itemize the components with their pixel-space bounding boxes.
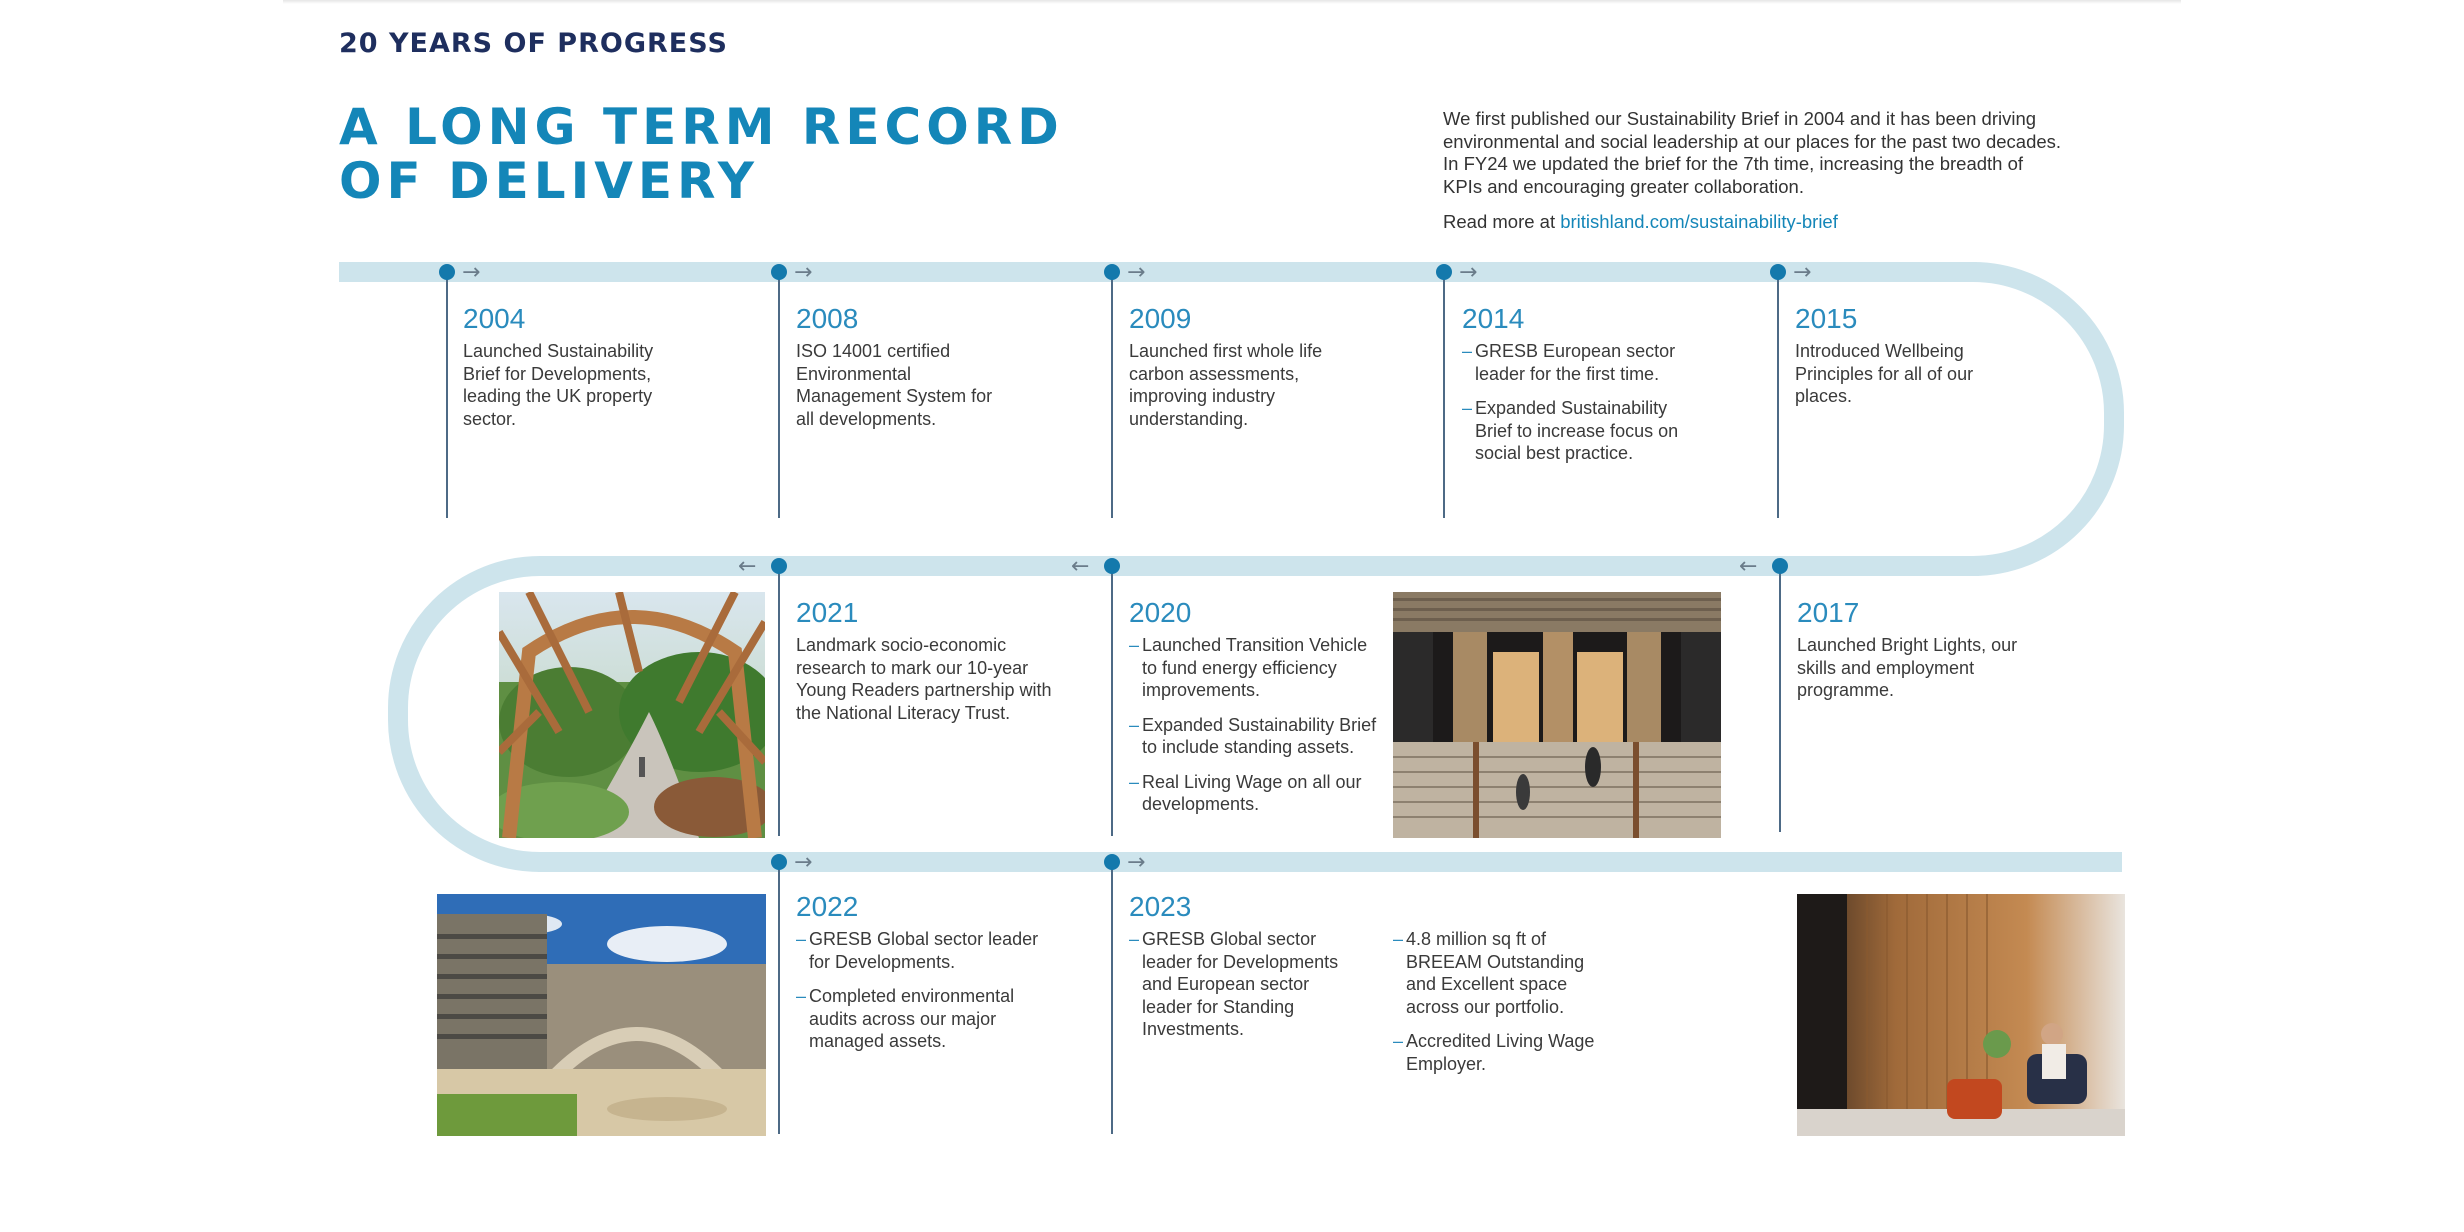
arrow-right-icon: → (1793, 260, 1812, 285)
milestone-2022 (796, 890, 1056, 1065)
milestone-year: 2008 (796, 303, 859, 334)
timeline-track-row1 (339, 260, 1977, 285)
timeline-dot-2023 (1104, 854, 1120, 870)
timeline-stem-2017 (1779, 566, 1781, 832)
timeline-stem-2023 (1111, 862, 1113, 1134)
milestone-year: 2009 (1129, 303, 1192, 334)
top-edge-shadow (283, 0, 2181, 4)
arrow-right-icon: → (1127, 850, 1146, 875)
arrow-right-icon: → (794, 850, 813, 875)
milestone-year: 2004 (463, 303, 526, 334)
arrow-left-icon: ← (1071, 554, 1090, 579)
milestone-2023 (1129, 890, 1364, 1053)
milestone-bullet: – Real Living Wage on all our developments. (1129, 771, 1379, 816)
milestone-year: 2021 (796, 597, 859, 628)
milestone-text: ISO 14001 certified Environmental Management System for all developments. (796, 341, 993, 429)
sustainability-brief-link[interactable]: britishland.com/sustainability-brief (1560, 211, 1838, 232)
read-more-prefix: Read more at (1443, 211, 1561, 232)
timeline-stem-2004 (446, 272, 448, 518)
milestone-bullet: – GRESB Global sector leader for Developments. (796, 928, 1056, 973)
read-more (1443, 211, 1838, 233)
milestone-text: Landmark socio-economic research to mark our 10-year Young Readers partnership with the National Literacy Trust. (796, 635, 1052, 723)
milestone-year: 2017 (1797, 597, 1860, 628)
milestone-text: Launched Sustainability Brief for Developments, leading the UK property sector. (463, 341, 654, 429)
milestone-2017 (1797, 596, 2037, 702)
milestone-2021 (796, 596, 1056, 724)
arrow-left-icon: ← (1739, 554, 1758, 579)
timeline-stem-2021 (778, 566, 780, 836)
arrow-right-icon: → (794, 260, 813, 285)
timeline-stem-2009 (1111, 272, 1113, 518)
timeline-stem-2015 (1777, 272, 1779, 518)
arrow-right-icon: → (1127, 260, 1146, 285)
arrow-right-icon: → (462, 260, 481, 285)
milestone-bullet: – Completed environmental audits across our major managed assets. (796, 985, 1056, 1053)
milestone-bullet: – GRESB European sector leader for the first time. (1462, 340, 1707, 385)
page-title (339, 100, 1064, 208)
milestone-bullets (1129, 634, 1379, 816)
milestone-bullet: – Accredited Living Wage Employer. (1393, 1030, 1618, 1075)
milestone-2009 (1129, 302, 1359, 430)
intro-paragraph: We first published our Sustainability Brief in 2004 and it has been driving environmental and social leadership at our places for the past two decades. In FY24 we updated the brief for the 7th time, increasing the breadth of KPIs and encouraging greater collaboration. (1443, 108, 2062, 197)
arrow-right-icon: → (1459, 260, 1478, 285)
page-title-line-1: A LONG TERM RECORD (339, 98, 1064, 156)
milestone-2015 (1795, 302, 1995, 408)
milestone-text: Introduced Wellbeing Principles for all of our places. (1795, 341, 1974, 406)
timeline-dot-2021 (771, 558, 787, 574)
milestone-2004 (463, 302, 693, 430)
milestone-bullets (1393, 928, 1618, 1075)
timeline-dot-2004 (439, 264, 455, 280)
milestone-year: 2015 (1795, 303, 1858, 334)
garden-arch-photo (499, 592, 765, 838)
campus-building-photo (437, 894, 766, 1136)
timeline-dot-2017 (1772, 558, 1788, 574)
milestone-year: 2022 (796, 891, 859, 922)
milestone-bullet: – 4.8 million sq ft of BREEAM Outstanding and Excellent space across our portfolio. (1393, 928, 1618, 1018)
section-eyebrow: 20 YEARS OF PROGRESS (339, 28, 728, 59)
milestone-text: Launched first whole life carbon assessments, improving industry understanding. (1129, 341, 1323, 429)
milestone-text: Launched Bright Lights, our skills and employment programme. (1797, 635, 2018, 700)
timeline-stem-2022 (778, 862, 780, 1134)
milestone-2020 (1129, 596, 1379, 828)
milestone-extra (1393, 928, 1618, 1087)
interior-lounge-photo (1797, 894, 2125, 1136)
lobby-stairs-photo (1393, 592, 1721, 838)
milestone-bullet: – GRESB Global sector leader for Developments and European sector leader for Standing Investments. (1129, 928, 1364, 1041)
page-title-line-2: OF DELIVERY (339, 152, 760, 210)
milestone-bullets (1462, 340, 1707, 465)
timeline-dot-2014 (1436, 264, 1452, 280)
milestone-bullet: – Expanded Sustainability Brief to increase focus on social best practice. (1462, 397, 1707, 465)
timeline-stem-2020 (1111, 566, 1113, 836)
timeline-dot-2008 (771, 264, 787, 280)
milestone-year: 2020 (1129, 597, 1192, 628)
timeline-dot-2015 (1770, 264, 1786, 280)
milestone-2014 (1462, 302, 1707, 477)
timeline-stem-2014 (1443, 272, 1445, 518)
timeline-dot-2020 (1104, 558, 1120, 574)
milestone-bullets (1129, 928, 1364, 1041)
milestone-bullet: – Launched Transition Vehicle to fund energy efficiency improvements. (1129, 634, 1379, 702)
arrow-left-icon: ← (738, 554, 757, 579)
milestone-year: 2023 (1129, 891, 1192, 922)
milestone-bullets (796, 928, 1056, 1053)
timeline-dot-2009 (1104, 264, 1120, 280)
timeline-dot-2022 (771, 854, 787, 870)
milestone-year: 2014 (1462, 303, 1525, 334)
milestone-bullet: – Expanded Sustainability Brief to include standing assets. (1129, 714, 1379, 759)
milestone-2008 (796, 302, 1006, 430)
timeline-stem-2008 (778, 272, 780, 518)
